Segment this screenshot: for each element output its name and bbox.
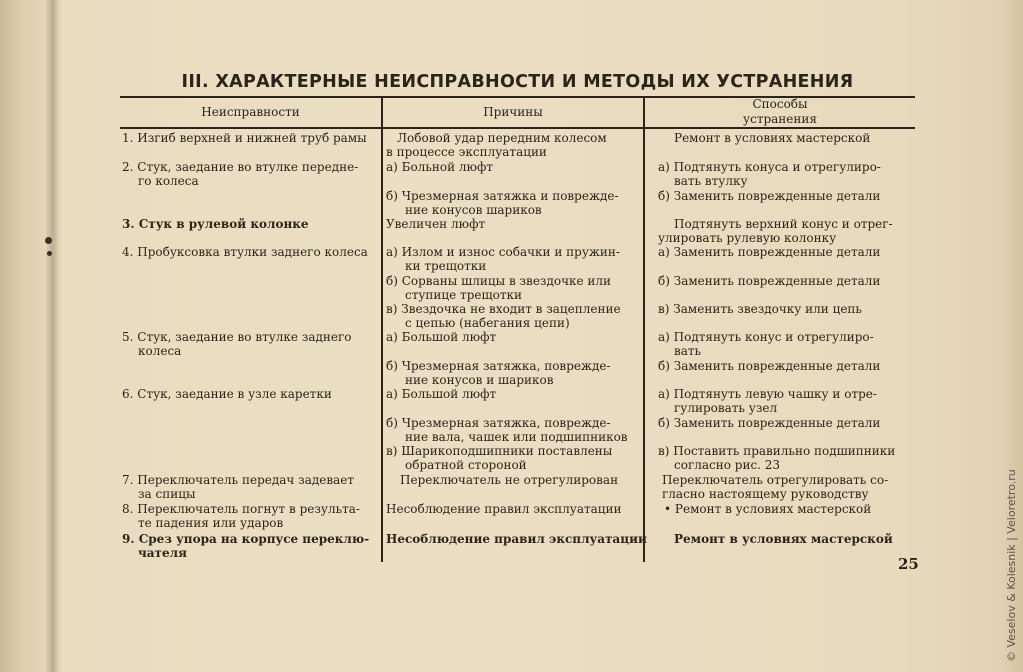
remedy-cell: Подтянуть верхний конус и отрег- [674,217,893,231]
cause-cell: ступице трещотки [405,288,522,302]
cause-cell: б) Чрезмерная затяжка, поврежде- [386,359,611,373]
cause-cell: а) Большой люфт [386,330,497,344]
fault-cell: 4. Пробуксовка втулки заднего колеса [122,245,368,259]
watermark: © Veselov & Kolesnik | Veloretro.ru [1005,469,1018,662]
column-divider [643,96,645,562]
cause-cell: в) Звездочка не входит в зацепление [386,302,621,316]
cause-cell: с цепью (набегания цепи) [405,316,570,330]
remedy-cell: а) Подтянуть конуса и отрегулиро- [658,160,881,174]
remedy-cell: б) Заменить поврежденные детали [658,359,881,373]
fault-cell: 9. Срез упора на корпусе переклю- [122,532,370,546]
cause-cell: в процессе эксплуатации [386,145,547,159]
header-remedies: Способы устранения [743,97,817,126]
fault-cell: те падения или ударов [138,516,284,530]
remedy-cell: гулировать узел [674,401,778,415]
cause-cell: б) Сорваны шлицы в звездочке или [386,274,612,288]
cause-cell: б) Чрезмерная затяжка, поврежде- [386,416,611,430]
remedy-cell: Переключатель отрегулировать со- [662,473,889,487]
remedy-cell: а) Подтянуть конус и отрегулиро- [658,330,874,344]
cause-cell: ние конусов шариков [405,203,542,217]
remedy-cell: вать втулку [674,174,748,188]
remedy-cell: а) Заменить поврежденные детали [658,245,881,259]
remedy-cell: б) Заменить поврежденные детали [658,416,881,430]
remedy-cell: вать [674,344,702,358]
binding-hole [47,251,52,256]
fault-cell: 7. Переключатель передач задевает [122,473,354,487]
fault-cell: 6. Стук, заедание в узле каретки [122,387,332,401]
fault-cell: 3. Стук в рулевой колонке [122,217,309,231]
remedy-cell: а) Подтянуть левую чашку и отре- [658,387,877,401]
remedy-cell: б) Заменить поврежденные детали [658,274,881,288]
cause-cell: в) Шарикоподшипники поставлены [386,444,613,458]
cause-cell: Несоблюдение правил эксплуатации [386,532,647,546]
table-header-rule [120,127,915,129]
cause-cell: Несоблюдение правил эксплуатации [386,502,622,516]
fault-cell: го колеса [138,174,199,188]
fault-cell: 8. Переключатель погнут в результа- [122,502,360,516]
remedy-cell: Ремонт в условиях мастерской [674,131,871,145]
cause-cell: обратной стороной [405,458,527,472]
remedy-cell: • Ремонт в условиях мастерской [664,502,872,516]
fault-cell: 5. Стук, заедание во втулке заднего [122,330,352,344]
cause-cell: Лобовой удар передним колесом [397,131,607,145]
binding-hole [45,237,52,244]
fault-cell: 2. Стук, заедание во втулке передне- [122,160,359,174]
cause-cell: а) Большой люфт [386,387,497,401]
fault-cell: колеса [138,344,182,358]
page-number: 25 [898,555,919,573]
remedy-cell: б) Заменить поврежденные детали [658,189,881,203]
cause-cell: Увеличен люфт [386,217,486,231]
fault-cell: чателя [138,546,187,560]
cause-cell: ние вала, чашек или подшипников [405,430,628,444]
cause-cell: Переключатель не отрегулирован [400,473,619,487]
remedy-cell: в) Поставить правильно подшипники [658,444,896,458]
cause-cell: а) Больной люфт [386,160,493,174]
cause-cell: б) Чрезмерная затяжка и поврежде- [386,189,619,203]
cause-cell: ки трещотки [405,259,487,273]
remedy-cell: гласно настоящему руководству [662,487,869,501]
cause-cell: а) Излом и износ собачки и пружин- [386,245,620,259]
fault-cell: 1. Изгиб верхней и нижней труб рамы [122,131,367,145]
remedy-cell: улировать рулевую колонку [658,231,837,245]
fault-cell: за спицы [138,487,196,501]
section-title: III. ХАРАКТЕРНЫЕ НЕИСПРАВНОСТИ И МЕТОДЫ ИХ УСТРАНЕНИЯ [181,72,854,92]
remedy-cell: в) Заменить звездочку или цепь [658,302,862,316]
column-divider [381,96,383,562]
remedy-cell: согласно рис. 23 [674,458,781,472]
header-causes: Причины [483,105,543,119]
cause-cell: ние конусов и шариков [405,373,554,387]
header-faults: Неисправности [201,105,300,119]
remedy-cell: Ремонт в условиях мастерской [674,532,893,546]
page-fold-shadow [46,0,58,672]
